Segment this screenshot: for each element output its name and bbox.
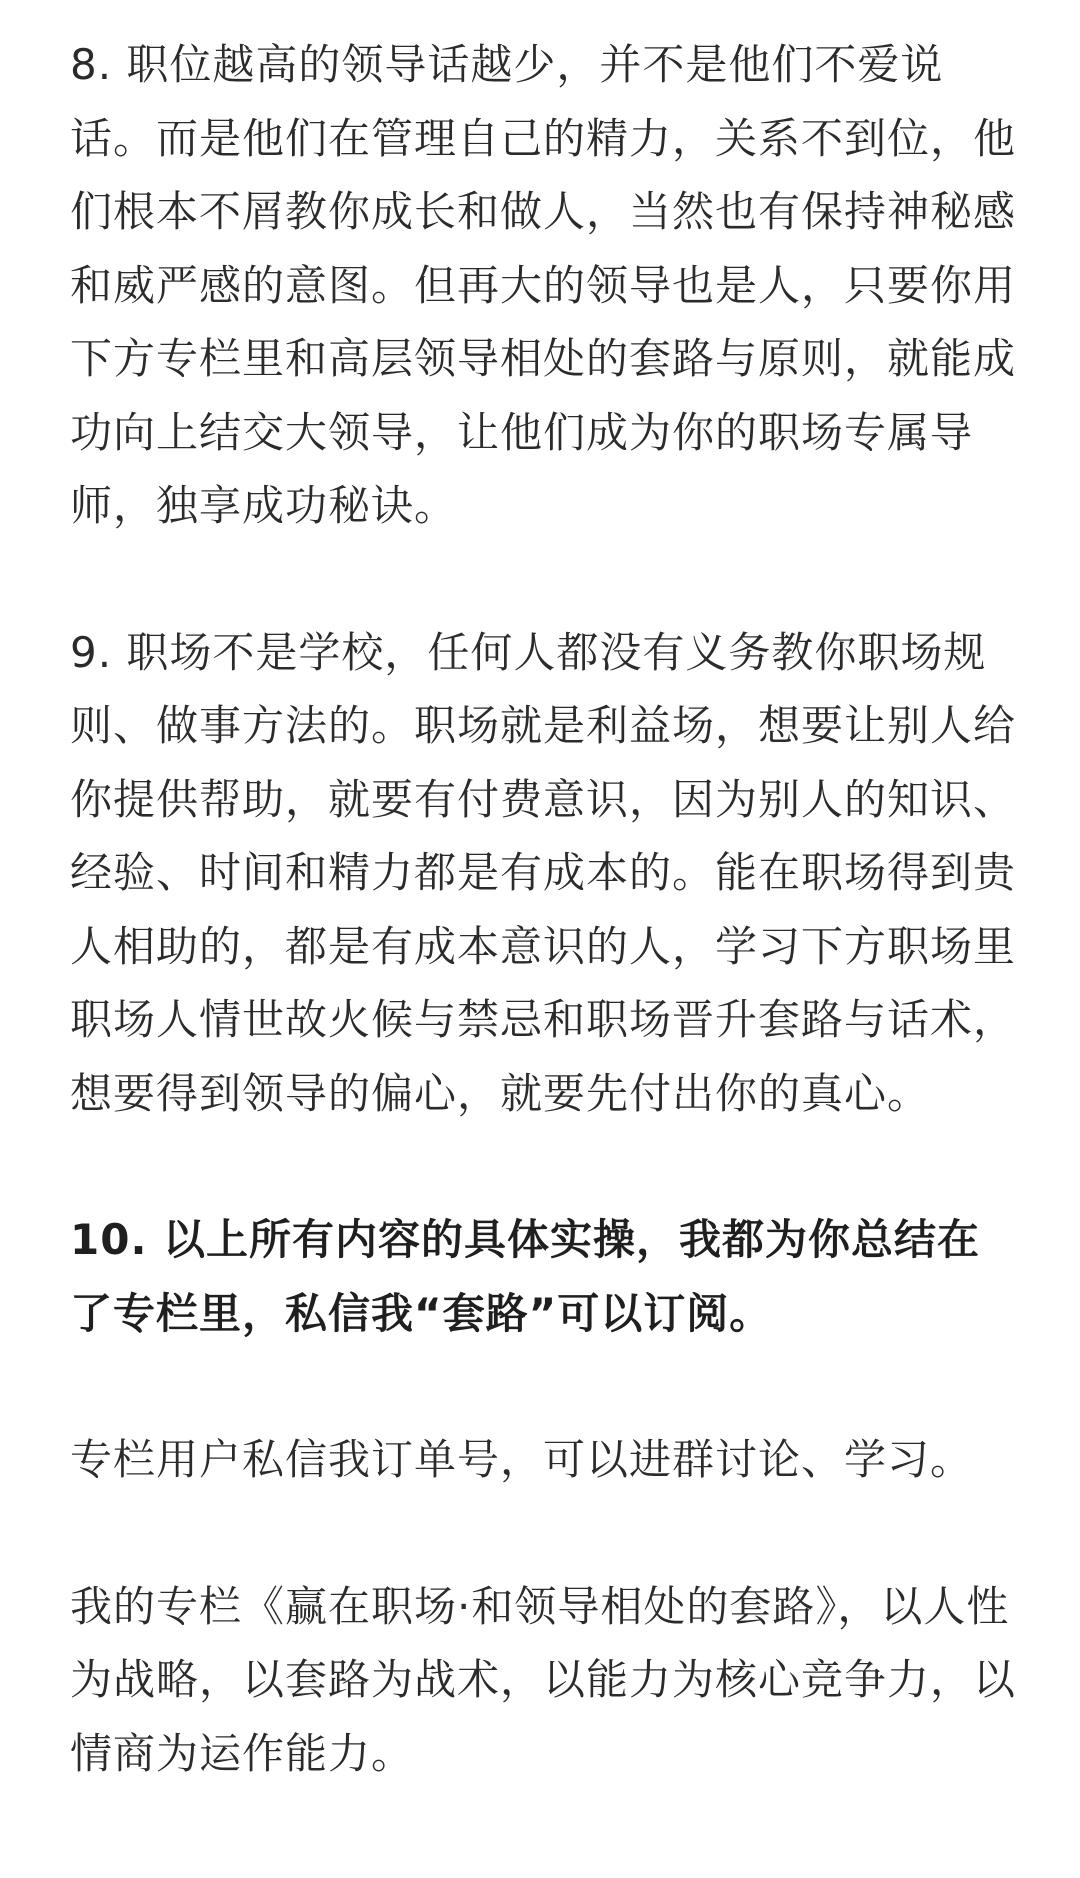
paragraph-column-intro: 我的专栏《赢在职场·和领导相处的套路》，以人性为战略，以套路为战术，以能力为核心竞争力，以情商为运作能力。	[70, 1581, 1017, 1778]
paragraph-9: 9. 职场不是学校，任何人都没有义务教你职场规则、做事方法的。职场就是利益场，想要让别人给你提供帮助，就要有付费意识，因为别人的知识、经验、时间和精力都是有成本的。能在职场得到贵人相助的，都是有成本意识的人，学习下方职场里职场人情世故火候与禁忌和职场晋升套路与话术，想要得到领导的偏心，就要先付出你的真心。	[70, 627, 1017, 1118]
article-body	[70, 28, 1020, 1790]
paragraph-8: 8. 职位越高的领导话越少，并不是他们不爱说话。而是他们在管理自己的精力，关系不到位，他们根本不屑教你成长和做人，当然也有保持神秘感和威严感的意图。但再大的领导也是人，只要你用下方专栏里和高层领导相处的套路与原则，就能成功向上结交大领导，让他们成为你的职场专属导师，独享成功秘诀。	[70, 40, 1017, 530]
paragraph-10-bold: 10. 以上所有内容的具体实操，我都为你总结在了专栏里，私信我“套路”可以订阅。	[70, 1215, 981, 1338]
paragraph-column-users: 专栏用户私信我订单号，可以进群讨论、学习。	[70, 1435, 974, 1484]
